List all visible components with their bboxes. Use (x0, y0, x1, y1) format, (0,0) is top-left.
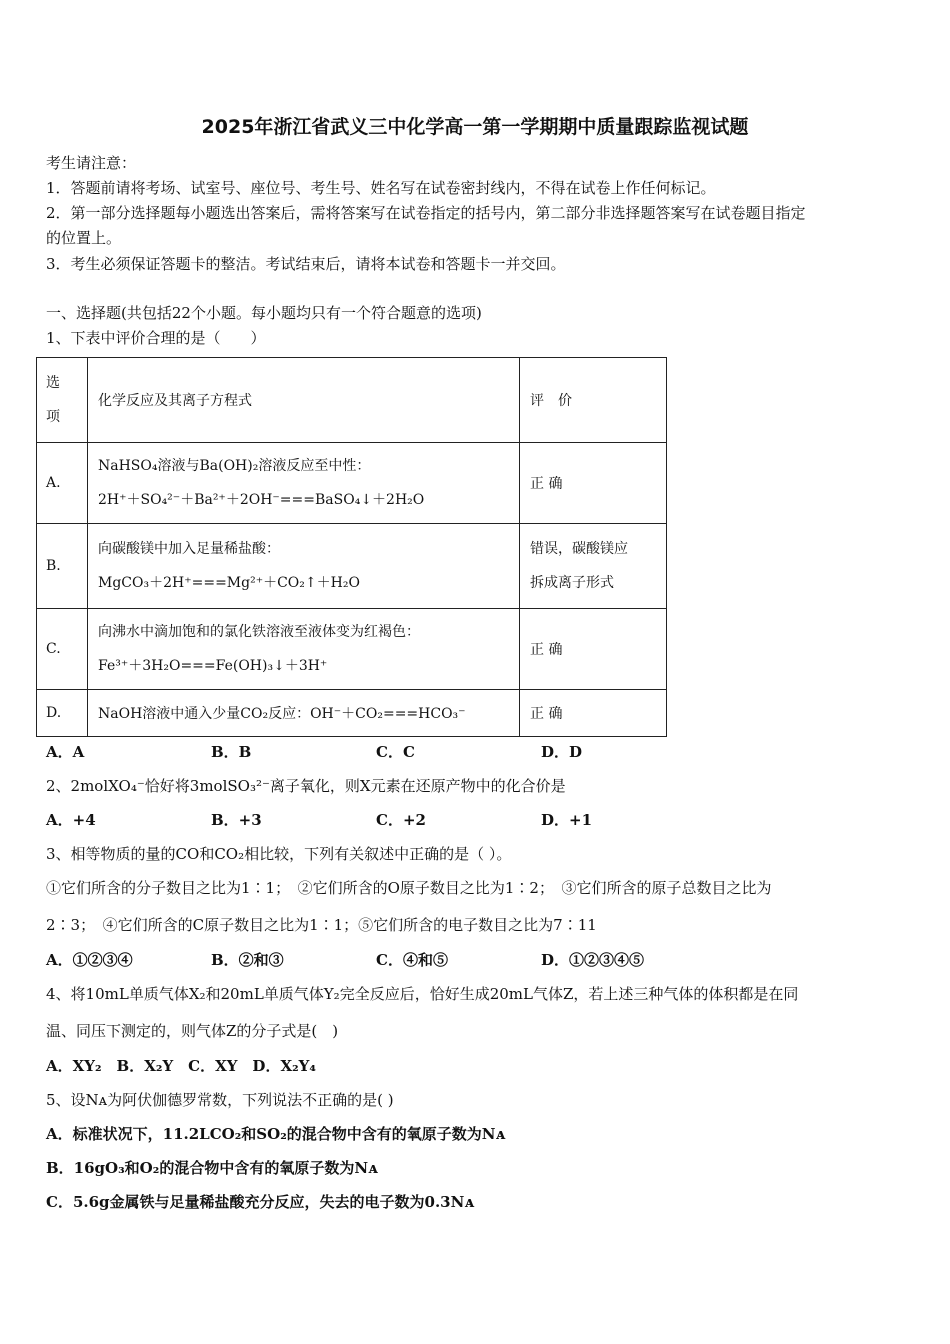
row-label: A. (46, 475, 61, 491)
q4-stem: 4、将10mL单质气体X₂和20mL单质气体Y₂完全反应后，恰好生成20mL气体Z，若上述三种气体的体积都是在同 (46, 985, 799, 1003)
q5-stem: 5、设Nᴀ为阿伏伽德罗常数，下列说法不正确的是( ) (46, 1091, 394, 1109)
row-reaction-line1: NaHSO₄溶液与Ba(OH)₂溶液反应至中性： (98, 458, 371, 474)
table-row (37, 524, 667, 609)
row-evaluation: 正 确 (530, 476, 563, 492)
row-evaluation: 错误，碳酸镁应 (530, 541, 628, 557)
q4-stem-cont: 温、同压下测定的，则气体Z的分子式是( ) (46, 1022, 339, 1040)
q3-option-d[interactable]: D．①②③④⑤ (541, 951, 645, 969)
q3-statement-line1: ①它们所含的分子数目之比为1∶1； ②它们所含的O原子数目之比为1∶2； ③它们所含的原子总数目之比为 (46, 879, 772, 897)
notice-item-1: 1．答题前请将考场、试室号、座位号、考生号、姓名写在试卷密封线内，不得在试卷上作任何标记。 (46, 179, 716, 197)
row-evaluation-cont: 拆成离子形式 (530, 575, 614, 591)
row-reaction-line2: Fe³⁺＋3H₂O===Fe(OH)₃↓＋3H⁺ (98, 658, 328, 674)
q5-option-a[interactable]: A．标准状况下，11.2LCO₂和SO₂的混合物中含有的氧原子数为Nᴀ (46, 1125, 506, 1143)
row-reaction-line2: MgCO₃＋2H⁺===Mg²⁺＋CO₂↑＋H₂O (98, 575, 360, 591)
row-reaction-line1: 向沸水中滴加饱和的氯化铁溶液至液体变为红褐色： (98, 624, 420, 640)
header-option-b: 项 (46, 409, 60, 425)
header-evaluation: 评 价 (530, 393, 572, 409)
q3-option-c[interactable]: C．④和⑤ (376, 951, 448, 969)
table-row (37, 443, 667, 524)
q2-option-a[interactable]: A．+4 (46, 811, 96, 829)
q2-option-b[interactable]: B．+3 (211, 811, 262, 829)
q3-option-a[interactable]: A．①②③④ (46, 951, 133, 969)
q1-option-a[interactable]: A．A (46, 743, 85, 761)
q3-option-b[interactable]: B．②和③ (211, 951, 284, 969)
row-reaction-line2: 2H⁺＋SO₄²⁻＋Ba²⁺＋2OH⁻===BaSO₄↓＋2H₂O (98, 492, 425, 508)
q1-table (36, 357, 667, 737)
notice-item-2-cont: 的位置上。 (46, 229, 122, 247)
table-row (37, 609, 667, 690)
header-reaction: 化学反应及其离子方程式 (98, 393, 252, 409)
header-option-a: 选 (46, 375, 60, 391)
page-title: 2025年浙江省武义三中化学高一第一学期期中质量跟踪监视试题 (201, 116, 749, 138)
row-label: B. (46, 558, 61, 574)
q5-option-b[interactable]: B．16gO₃和O₂的混合物中含有的氧原子数为Nᴀ (46, 1159, 378, 1177)
notice-item-2: 2．第一部分选择题每小题选出答案后，需将答案写在试卷指定的括号内，第二部分非选择题答案写在试卷题目指定 (46, 204, 806, 222)
row-reaction-line1: 向碳酸镁中加入足量稀盐酸： (98, 541, 280, 557)
q3-statement-line2: 2∶3； ④它们所含的C原子数目之比为1∶1；⑤它们所含的电子数目之比为7∶11 (46, 916, 597, 934)
row-reaction-line1: NaOH溶液中通入少量CO₂反应：OH⁻＋CO₂===HCO₃⁻ (98, 706, 466, 722)
q4-options[interactable]: A．XY₂ B．X₂Y C．XY D．X₂Y₄ (46, 1057, 316, 1075)
q2-option-d[interactable]: D．+1 (541, 811, 593, 829)
section-heading: 一、选择题(共包括22个小题。每小题均只有一个符合题意的选项) (46, 304, 482, 322)
q1-option-d[interactable]: D．D (541, 743, 583, 761)
q2-stem: 2、2molXO₄⁻恰好将3molSO₃²⁻离子氧化，则X元素在还原产物中的化合价是 (46, 777, 566, 795)
row-evaluation: 正 确 (530, 642, 563, 658)
q2-option-c[interactable]: C．+2 (376, 811, 426, 829)
q1-option-b[interactable]: B．B (211, 743, 252, 761)
notice-heading: 考生请注意： (46, 154, 137, 172)
notice-item-3: 3．考生必须保证答题卡的整洁。考试结束后，请将本试卷和答题卡一并交回。 (46, 255, 566, 273)
q3-stem: 3、相等物质的量的CO和CO₂相比较，下列有关叙述中正确的是（ ）。 (46, 845, 512, 863)
row-label: D. (46, 705, 62, 721)
q5-option-c[interactable]: C．5.6g金属铁与足量稀盐酸充分反应，失去的电子数为0.3Nᴀ (46, 1193, 474, 1211)
table-row (37, 690, 667, 737)
row-label: C. (46, 641, 61, 657)
table-header-row (37, 358, 667, 443)
row-evaluation: 正 确 (530, 706, 563, 722)
q1-stem: 1、下表中评价合理的是（ ） (46, 329, 266, 347)
q1-option-c[interactable]: C．C (376, 743, 415, 761)
